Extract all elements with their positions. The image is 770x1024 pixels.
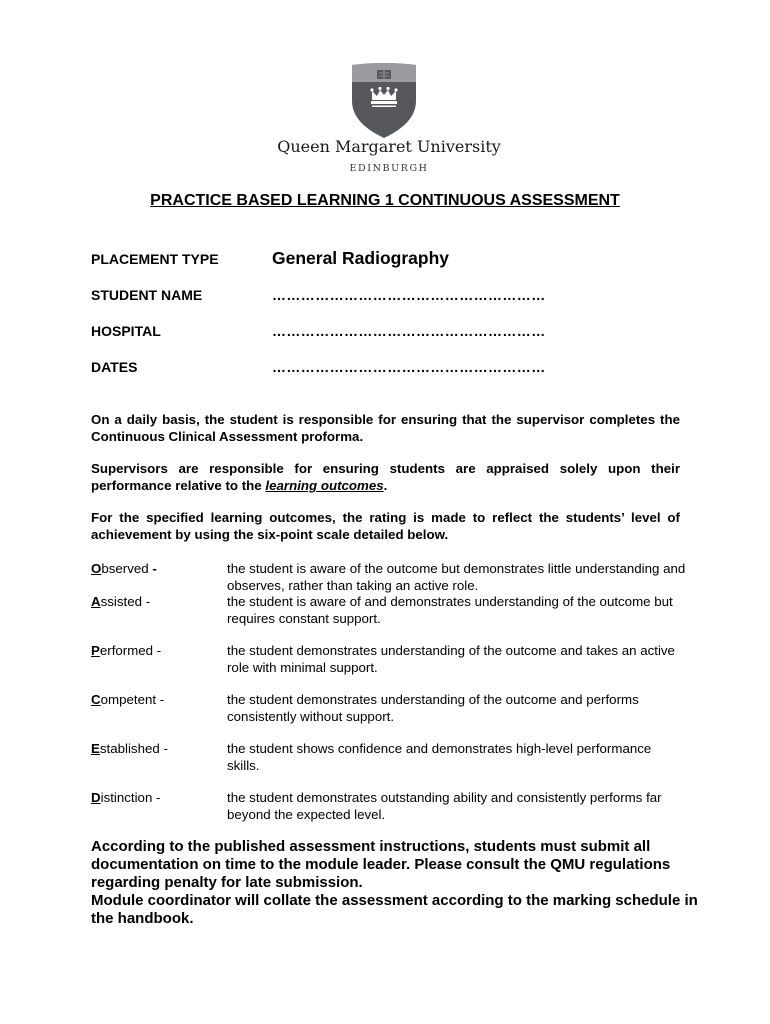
dates-field[interactable]: …………………………………………………: [272, 359, 546, 375]
scale-term-rest: stablished: [99, 741, 160, 756]
scale-term-rest: bserved: [101, 561, 149, 576]
scale-term-observed: [91, 560, 157, 577]
placement-type-value: General Radiography: [272, 248, 449, 268]
scale-term-rest: ssisted: [100, 594, 142, 609]
scale-term-initial: A: [91, 594, 101, 609]
placement-type-label: PLACEMENT TYPE: [91, 251, 219, 267]
scale-desc-performed: the student demonstrates understanding of the outcome and takes an active role with minimal support.: [227, 643, 675, 675]
scale-term-separator: -: [142, 594, 151, 609]
scale-term-performed: [91, 642, 161, 659]
university-name: Queen Margaret University: [277, 137, 501, 156]
scale-term-initial: O: [91, 561, 102, 576]
document-title: PRACTICE BASED LEARNING 1 CONTINUOUS ASSESSMENT: [150, 192, 620, 209]
coordinator-note: Module coordinator will collate the assessment according to the marking schedule in the handbook.: [91, 892, 698, 927]
scale-desc-distinction: the student demonstrates outstanding ability and consistently performs far beyond the expected level.: [227, 790, 662, 822]
student-name-label: STUDENT NAME: [91, 287, 203, 303]
scale-desc-assisted: the student is aware of and demonstrates understanding of the outcome but requires constant support.: [227, 594, 673, 626]
dates-label: DATES: [91, 359, 138, 375]
hospital-label: HOSPITAL: [91, 323, 161, 339]
scale-term-rest: ompetent: [100, 692, 157, 707]
scale-desc-competent: the student demonstrates understanding of the outcome and performs consistently without support.: [227, 692, 639, 724]
student-name-field[interactable]: …………………………………………………: [272, 287, 546, 303]
scale-desc-observed: the student is aware of the outcome but demonstrates little understanding and observes, rather than taking an active role.: [227, 561, 686, 593]
scale-term-initial: P: [91, 643, 100, 658]
scale-term-established: [91, 740, 168, 757]
scale-term-initial: E: [91, 741, 100, 756]
scale-term-rest: erformed: [99, 643, 154, 658]
supervisors-paragraph: [91, 460, 680, 494]
scale-term-separator: -: [159, 741, 168, 756]
scale-term-rest: istinction: [100, 790, 153, 805]
scale-term-separator: -: [152, 790, 161, 805]
daily-responsibility-paragraph: On a daily basis, the student is responsible for ensuring that the supervisor completes the Continuous Clinical Assessment proforma.: [91, 412, 680, 444]
scale-term-distinction: [91, 789, 160, 806]
scale-term-separator: -: [153, 643, 162, 658]
scale-term-initial: D: [91, 790, 101, 805]
supervisors-period: .: [383, 478, 388, 493]
scale-term-initial: C: [91, 692, 101, 707]
learning-outcomes-link[interactable]: learning outcomes: [265, 478, 384, 493]
university-location: EDINBURGH: [349, 163, 429, 174]
scale-term-assisted: [91, 593, 150, 610]
qmu-crest-icon: [351, 63, 417, 139]
scale-term-competent: [91, 691, 164, 708]
rating-paragraph: For the specified learning outcomes, the rating is made to reflect the students’ level of achievement by using the six-point scale detailed below.: [91, 510, 680, 542]
scale-term-separator: -: [156, 692, 165, 707]
scale-term-separator: -: [148, 561, 157, 576]
supervisors-text: Supervisors are responsible for ensuring students are appraised solely upon their performance relative to the: [91, 461, 680, 493]
submission-instructions: According to the published assessment instructions, students must submit all documentation on time to the module leader. Please consult the QMU regulations regarding penalty for late submission.: [91, 838, 671, 891]
scale-desc-established: the student shows confidence and demonstrates high-level performance skills.: [227, 741, 652, 773]
hospital-field[interactable]: …………………………………………………: [272, 323, 546, 339]
